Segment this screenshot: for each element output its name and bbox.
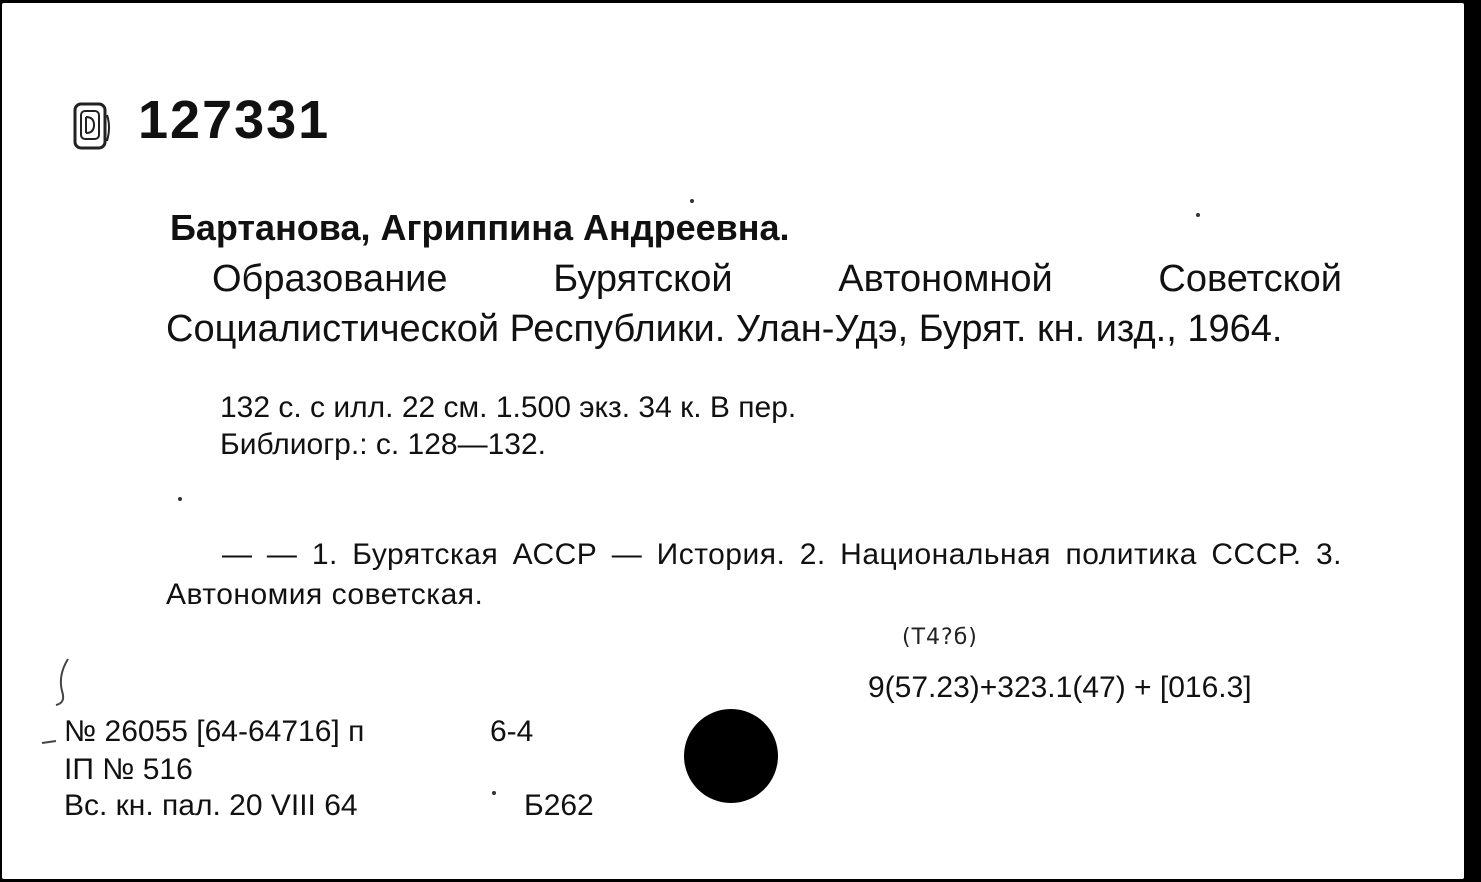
classification-index: 9(57.23)+323.1(47) + [016.3] [868, 671, 1252, 704]
book-title: Образование Бурятской Автономной Советской Социалистической Республики. Улан-Удэ, Бурят. кн. изд., 1964. [166, 258, 1342, 350]
handwritten-code: (Т4?б) [902, 625, 978, 650]
speck [1196, 213, 1200, 217]
subject-headings: — — 1. Бурятская АССР — История. 2. Национальная политика СССР. 3. Автономия советская. [166, 538, 1342, 611]
footer-code: 6-4 [490, 715, 534, 748]
bibliography-note: Библиогр.: с. 128—132. [220, 428, 546, 461]
stamp-icon [72, 101, 112, 153]
footer-print-number: ІП № 516 [64, 753, 193, 786]
card-number: 127331 [138, 90, 331, 150]
footer-index: Б262 [524, 789, 594, 822]
physical-description: 132 с. с илл. 22 см. 1.500 экз. 34 к. В пер. [220, 391, 797, 424]
speck [690, 199, 694, 203]
speck [178, 497, 182, 501]
author-heading: Бартанова, Агриппина Андреевна. [170, 207, 790, 248]
punch-hole [684, 709, 778, 803]
footer-registration: № 26055 [64-64716] п [64, 715, 365, 748]
footer-chamber: Вс. кн. пал. 20 VIII 64 [64, 789, 358, 822]
speck [492, 791, 496, 795]
catalog-card [2, 3, 1464, 879]
